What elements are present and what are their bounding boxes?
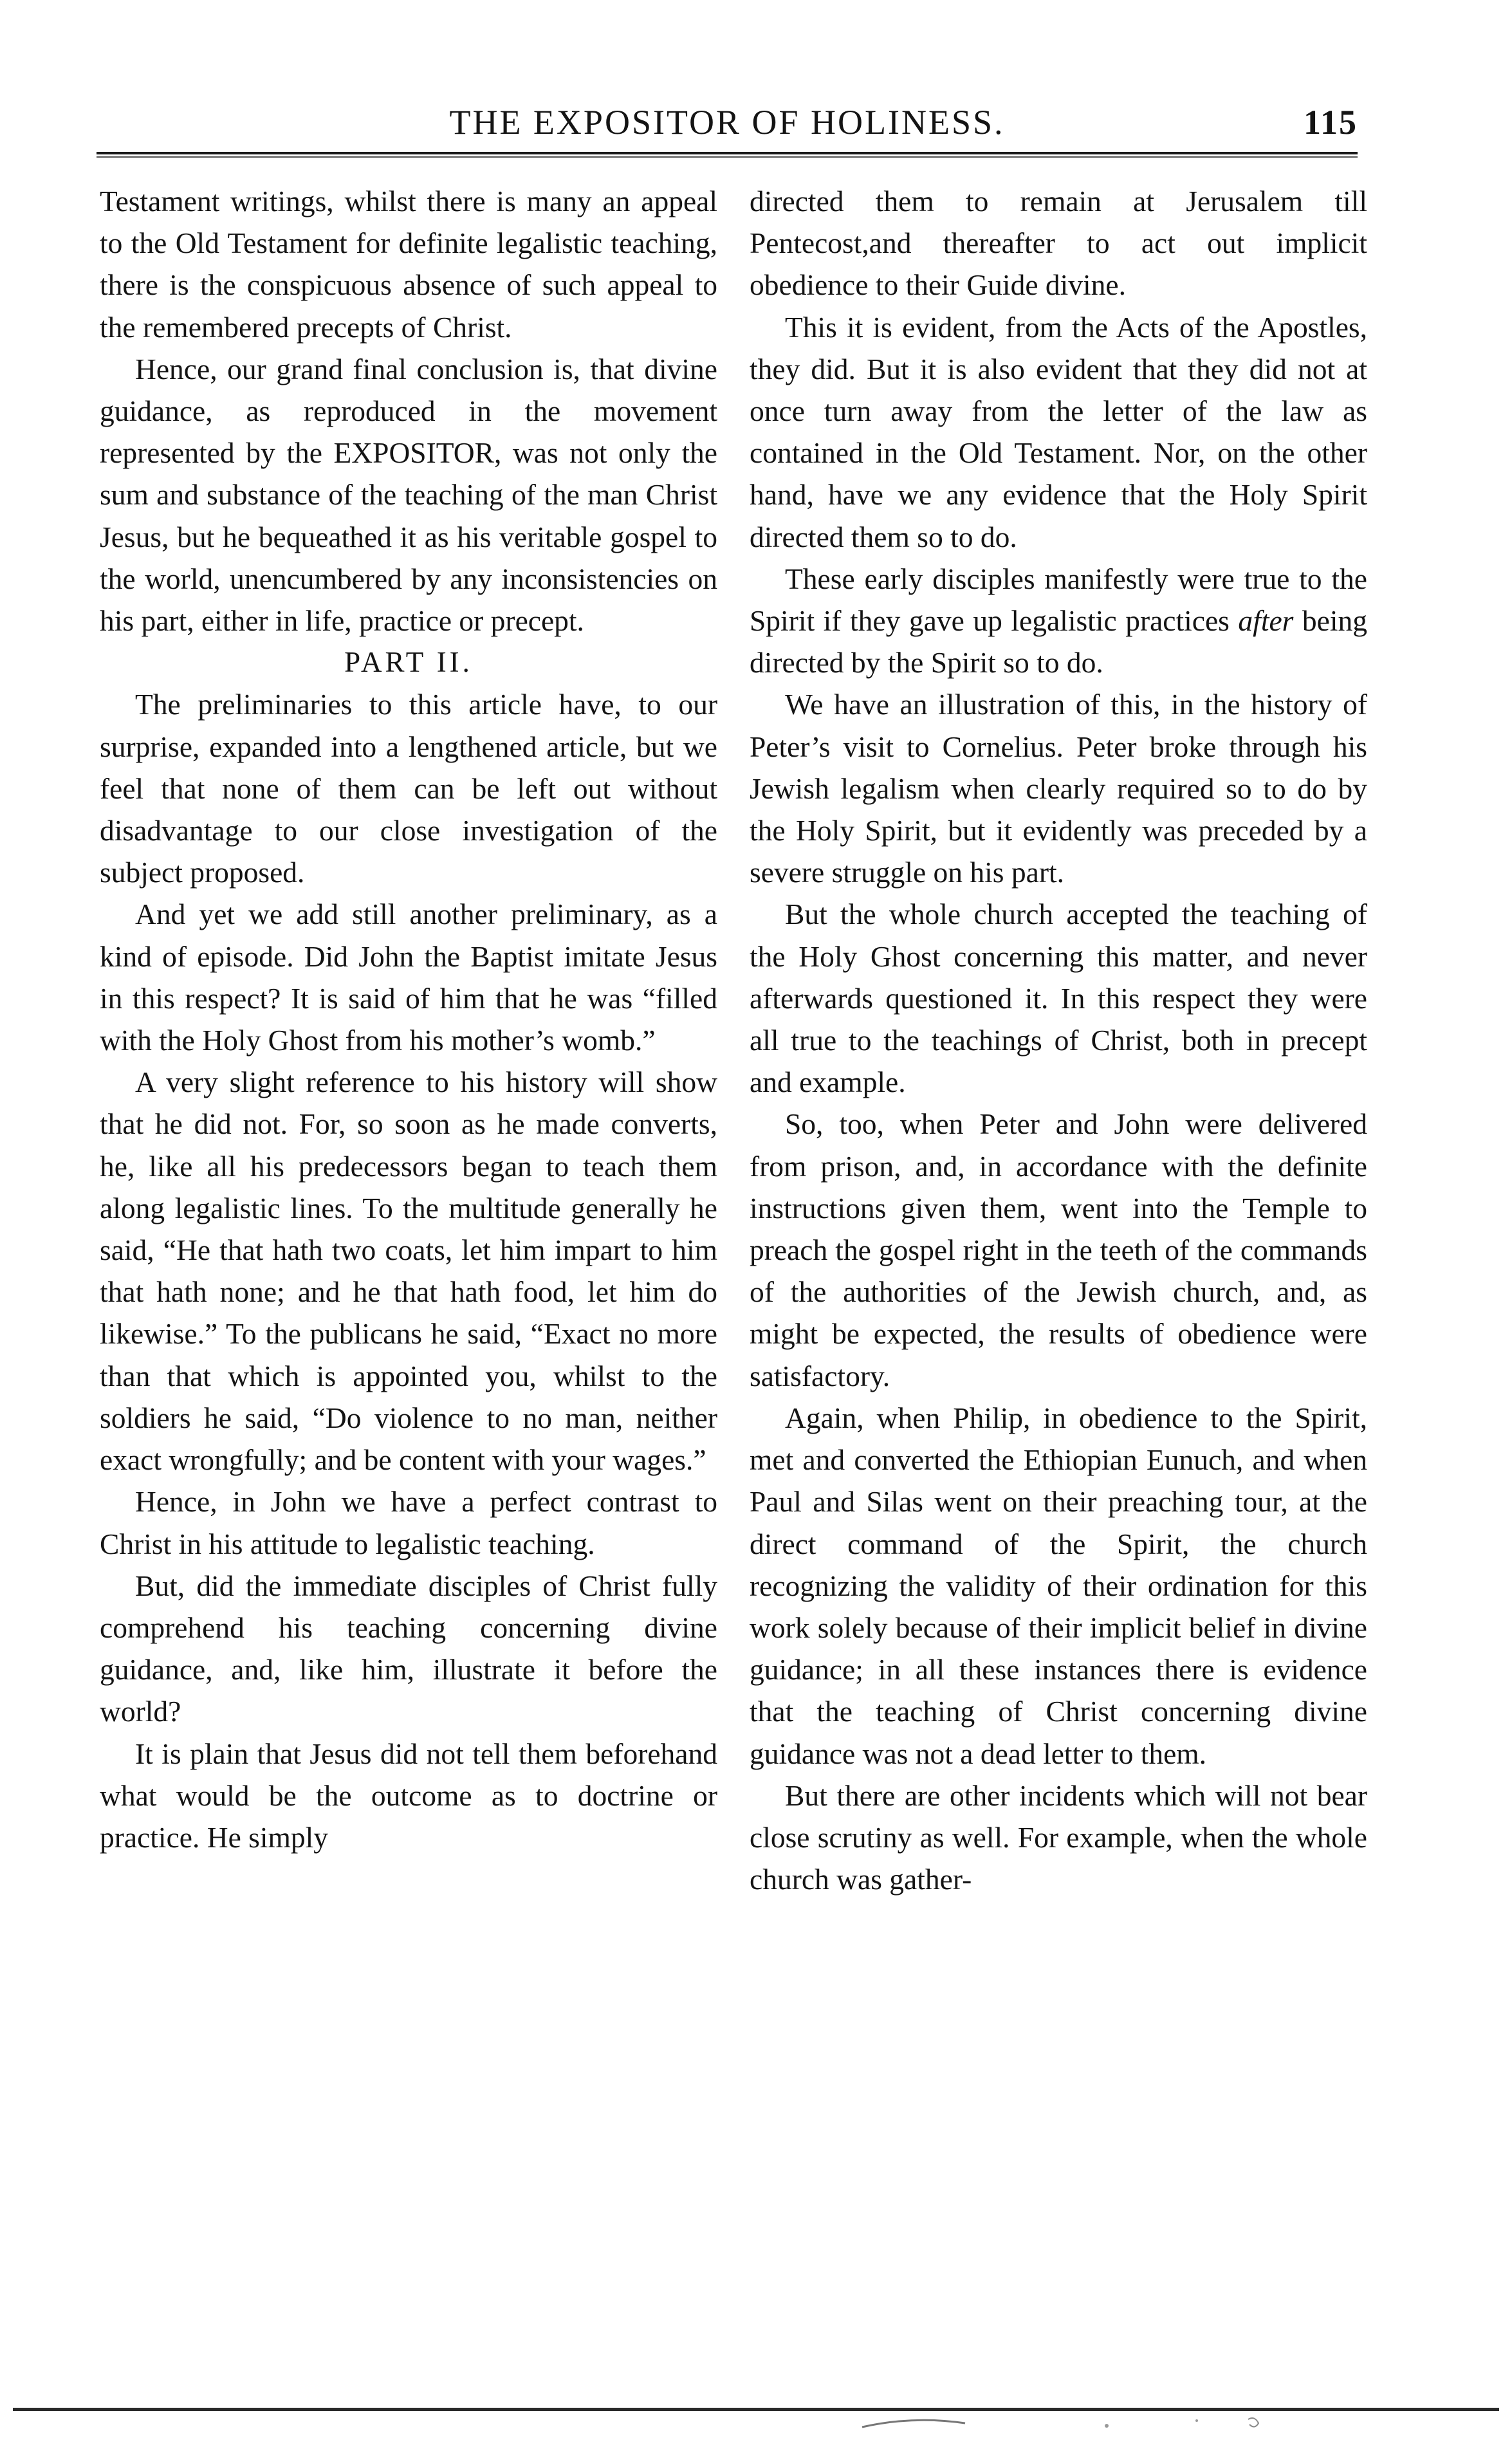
paragraph-text: being directed by the Spirit so to do.: [750, 604, 1367, 679]
emphasis-after: after: [1238, 604, 1294, 638]
running-title: THE EXPOSITOR OF HOLINESS.: [449, 103, 1005, 142]
right-column: [750, 180, 1367, 1900]
paragraph: And yet we add still another preliminary, as a kind of episode. Did John the Baptist imitate Jesus in this respect? It is said of him that he was “filled with the Holy Ghost from his mother’s womb.”: [100, 898, 717, 1057]
paragraph: But there are other incidents which will not bear close scrutiny as well. For example, when the whole church was gather-: [750, 1778, 1367, 1896]
section-heading: PART II.: [344, 646, 473, 679]
paragraph: The preliminaries to this article have, to our surprise, expanded into a lengthened article, but we feel that none of them can be left out without disadvantage to our close investigation of the subject proposed.: [100, 688, 717, 889]
bottom-rule: [13, 2408, 1499, 2411]
paragraph: Hence, our grand final conclusion is, that divine guidance, as reproduced in the movement represented by the EXPOSITOR, was not only the sum and substance of the teaching of the man Christ Jesus, but he bequeathed it as his veritable gospel to the world, unencumbered by any inconsistencies on his part, either in life, practice or precept.: [100, 352, 717, 638]
left-column: [100, 180, 717, 1858]
paragraph: This it is evident, from the Acts of the Apostles, they did. But it is also evident that they did not at once turn away from the letter of the law as contained in the Old Testament. Nor, on the other hand, have we any evidence that the Holy Spirit directed them so to do.: [750, 310, 1367, 553]
paragraph: A very slight reference to his history will show that he did not. For, so soon as he made converts, he, like all his predecessors began to teach them along legalistic lines. To the multitude generally he said, “He that hath two coats, let him impart to him that hath none; and he that hath food, let him do likewise.” To the publicans he said, “Exact no more than that which is appointed you, whilst to the soldiers he said, “Do violence to no man, neither exact wrongfully; and be content with your wages.”: [100, 1066, 717, 1477]
page-header: [97, 97, 1358, 148]
paragraph: It is plain that Jesus did not tell them beforehand what would be the outcome as to doctrine or practice. He simply: [100, 1737, 717, 1854]
paragraph: Hence, in John we have a perfect contrast to Christ in his attitude to legalistic teaching.: [100, 1485, 717, 1560]
paragraph: Again, when Philip, in obedience to the Spirit, met and converted the Ethiopian Eunuch, and when Paul and Silas went on their preaching tour, at the direct command of the Spirit, the church recognizing the validity of their ordination for this work solely because of their implicit belief in divine guidance; in all these instances there is evidence that the teaching of Christ concerning divine guidance was not a dead letter to them.: [750, 1401, 1367, 1770]
paragraph: directed them to remain at Jerusalem till Pentecost,and thereafter to act out implicit obedience to their Guide divine.: [750, 185, 1367, 302]
paragraph: So, too, when Peter and John were delivered from prison, and, in accordance with the definite instructions given them, went into the Temple to preach the gospel right in the teeth of the commands of the authorities of the Jewish church, and, as might be expected, the results of obedience were satisfactory.: [750, 1107, 1367, 1392]
header-rule: [97, 152, 1358, 158]
paragraph: [750, 558, 1367, 684]
page-number: 115: [1303, 103, 1358, 142]
paragraph: We have an illustration of this, in the history of Peter’s visit to Cornelius. Peter broke through his Jewish legalism when clearly required so to do by the Holy Spirit, but it evidently was preceded by a severe struggle on his part.: [750, 688, 1367, 889]
paragraph-text: These early disciples manifestly were true to the Spirit if they gave up legalistic practices: [750, 562, 1367, 638]
scan-specks: [836, 2414, 1415, 2433]
paragraph: But, did the immediate disciples of Christ fully comprehend his teaching concerning divine guidance, and, like him, illustrate it before the world?: [100, 1569, 717, 1728]
paragraph: Testament writings, whilst there is many an appeal to the Old Testament for definite legalistic teaching, there is the conspicuous absence of such appeal to the remembered precepts of Christ.: [100, 185, 717, 344]
paragraph: But the whole church accepted the teaching of the Holy Ghost concerning this matter, and never afterwards questioned it. In this respect they were all true to the teachings of Christ, both in precept and example.: [750, 898, 1367, 1099]
